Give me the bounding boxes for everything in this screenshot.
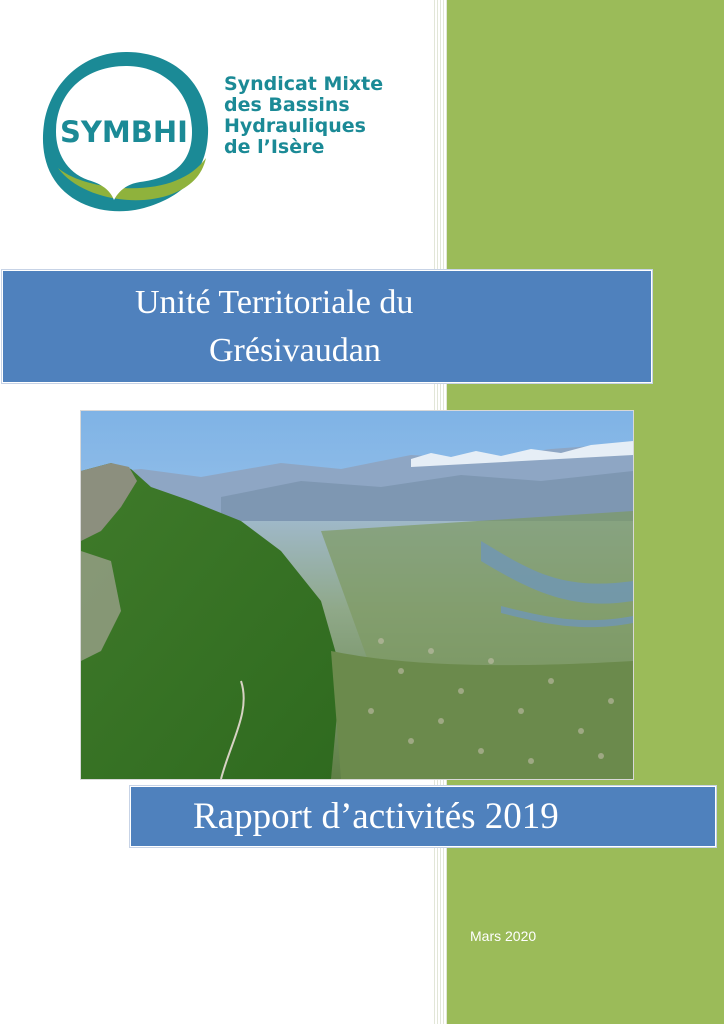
logo-wordmark: SYMBHI: [60, 115, 188, 149]
title-line-2: Grésivaudan: [209, 332, 381, 369]
report-banner: [130, 786, 716, 847]
organization-line: des Bassins: [224, 94, 350, 116]
organization-line: Syndicat Mixte: [224, 73, 384, 95]
organization-line: Hydrauliques: [224, 115, 366, 137]
symbhi-logo: [40, 48, 212, 216]
title-banner: [2, 270, 652, 383]
organization-line: de l’Isère: [224, 136, 325, 158]
report-title: Rapport d’activités 2019: [193, 796, 559, 837]
publication-date: Mars 2020: [470, 928, 537, 944]
organization-name: [224, 74, 383, 158]
title-line-1: Unité Territoriale du: [135, 284, 414, 321]
aerial-valley-photo: [80, 410, 634, 780]
